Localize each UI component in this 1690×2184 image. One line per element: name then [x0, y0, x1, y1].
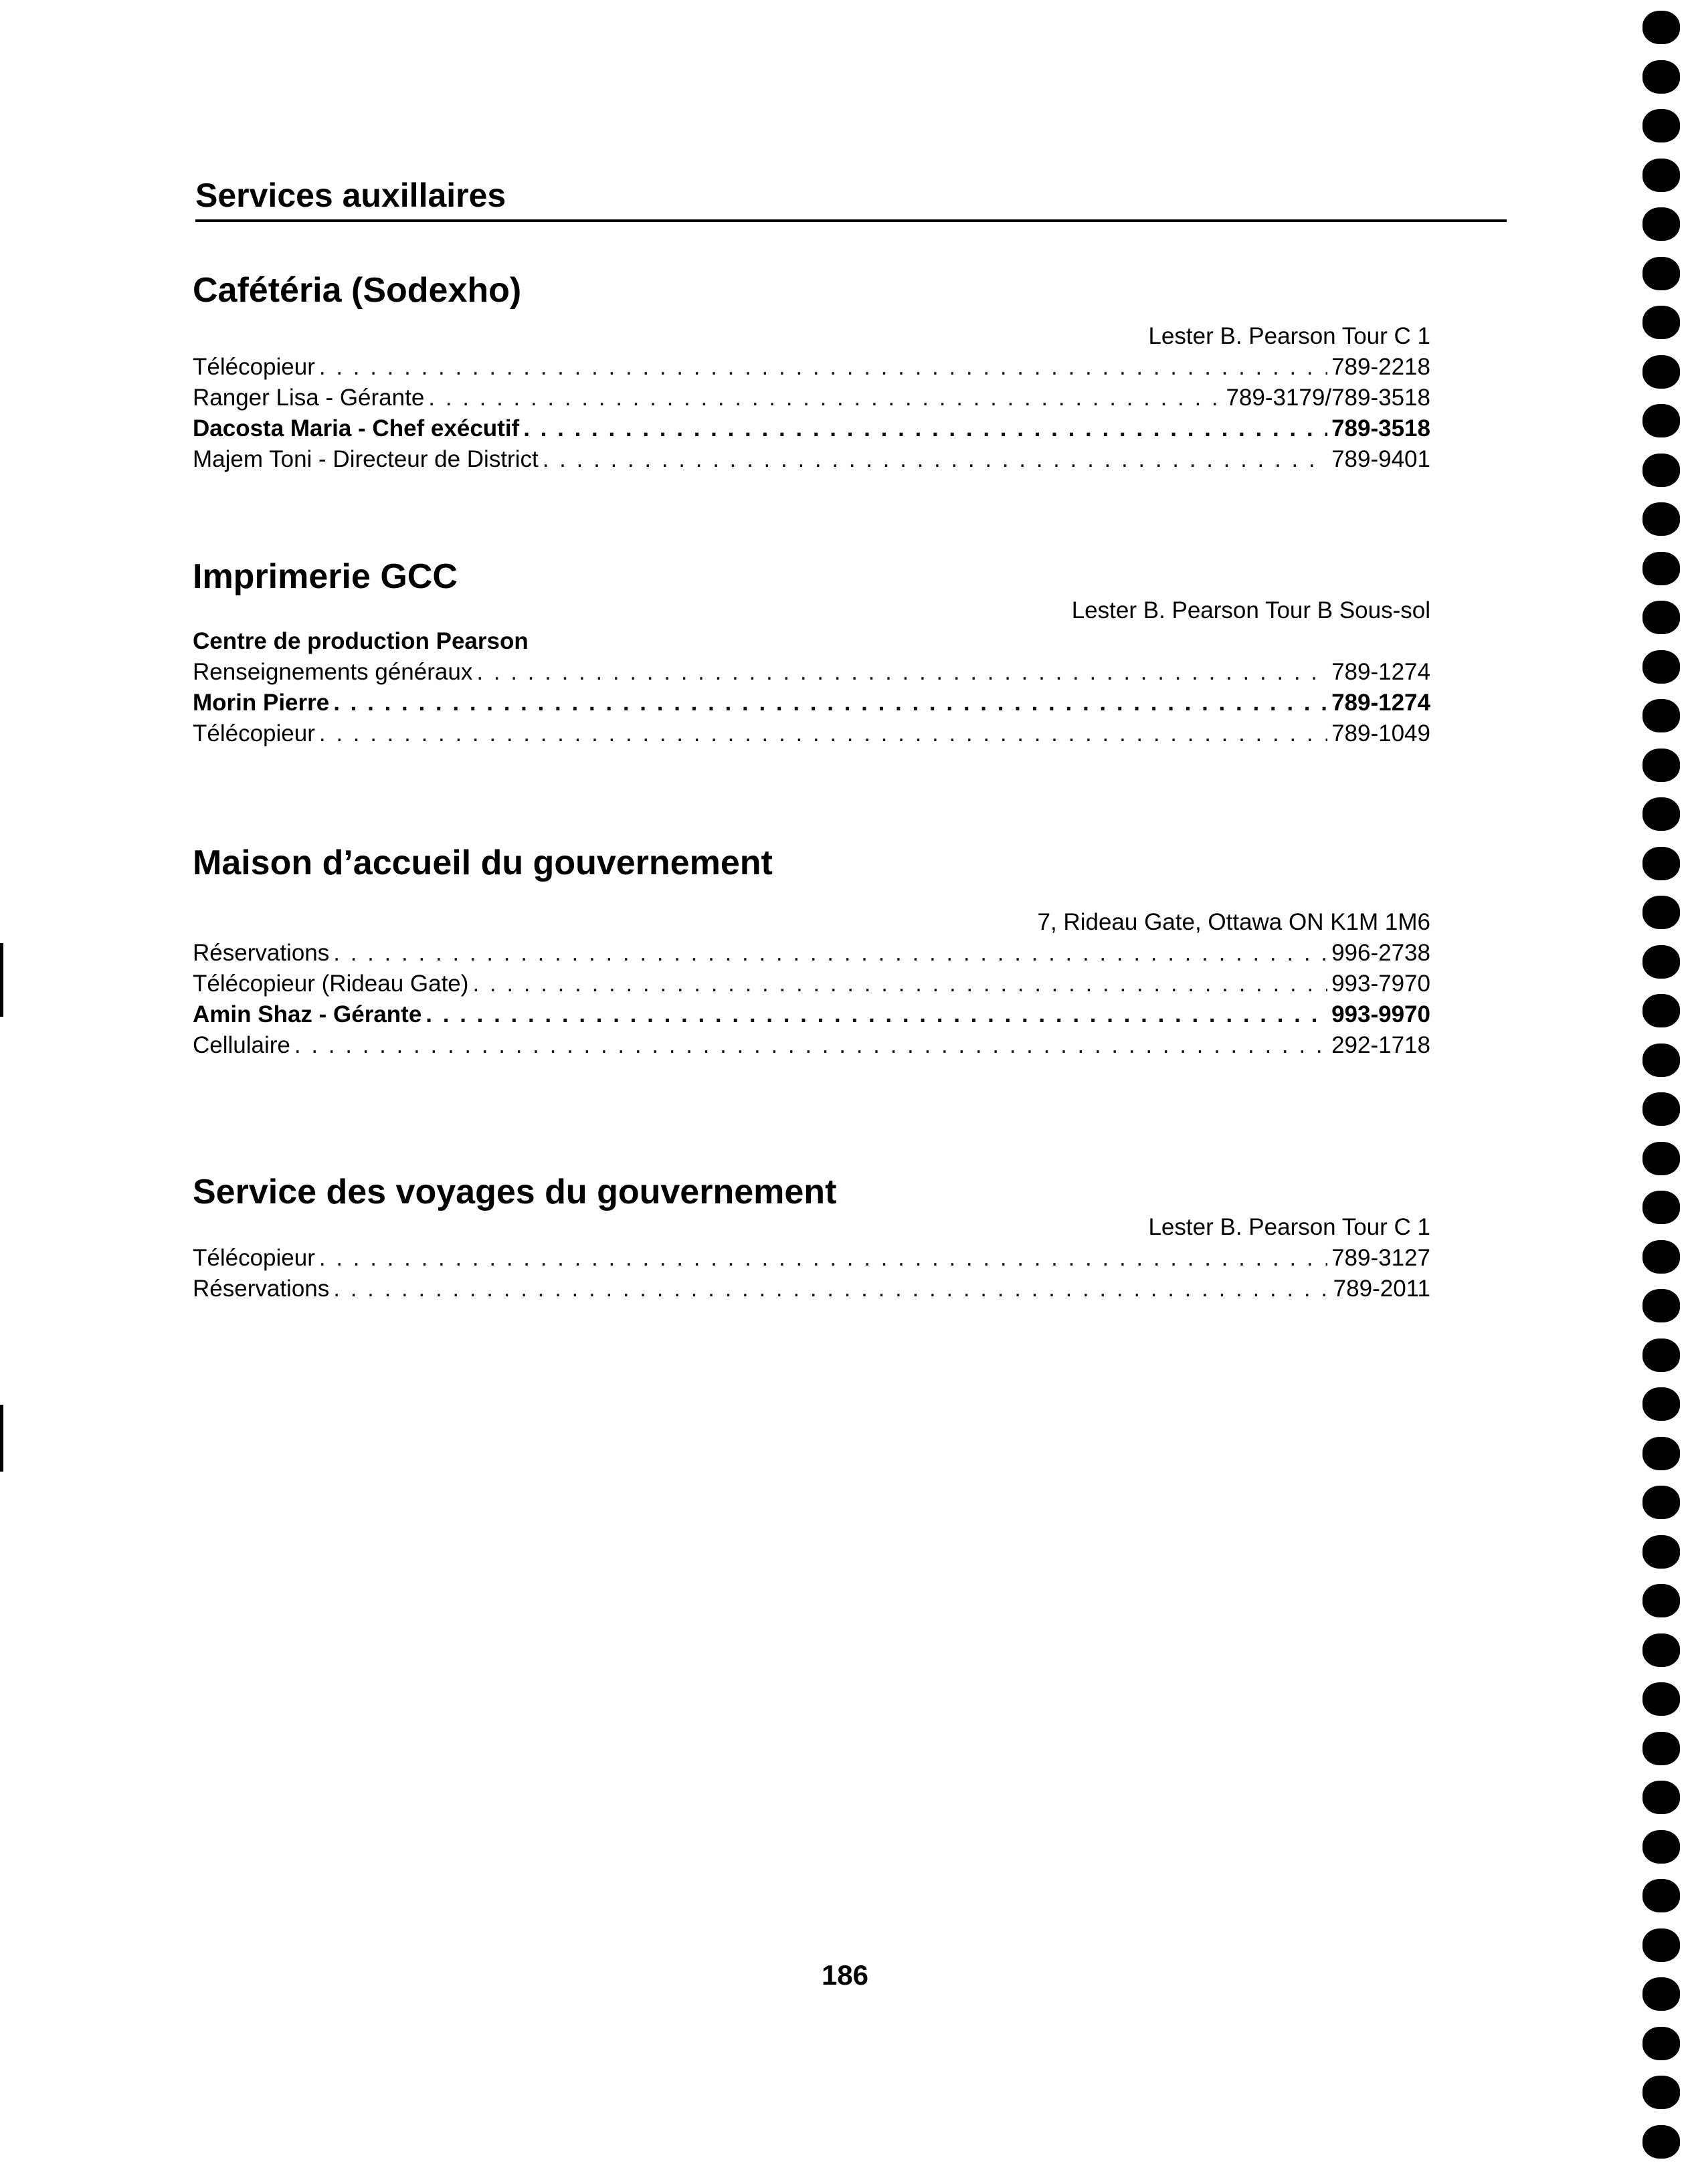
entry-label: Morin Pierre [193, 690, 330, 716]
directory-row [193, 352, 1430, 383]
binding-hole [1642, 1191, 1680, 1224]
binding-hole [1642, 1535, 1680, 1569]
section-location: Lester B. Pearson Tour B Sous-sol [1071, 597, 1430, 623]
section-location: 7, Rideau Gate, Ottawa ON K1M 1M6 [1037, 909, 1430, 935]
binding-hole [1642, 1240, 1680, 1274]
scan-margin-mark [0, 943, 3, 1017]
leader-dots [319, 352, 1327, 383]
entry-phone: 996-2738 [1331, 940, 1430, 966]
binding-hole [1642, 797, 1680, 831]
section-imprimerie [193, 555, 1430, 749]
leader-dots [426, 999, 1327, 1030]
directory-list [193, 657, 1430, 749]
directory-row [193, 1274, 1430, 1304]
entry-phone: 789-1274 [1331, 690, 1430, 716]
binding-hole [1642, 1289, 1680, 1322]
binding-hole [1642, 699, 1680, 732]
binding-hole [1642, 2125, 1680, 2159]
entry-label: Renseignements généraux [193, 659, 473, 685]
binding-hole [1642, 109, 1680, 142]
binding-hole [1642, 1486, 1680, 1519]
entry-label: Télécopieur (Rideau Gate) [193, 971, 469, 997]
entry-phone: 993-9970 [1331, 1001, 1430, 1027]
leader-dots [472, 969, 1327, 999]
leader-dots [428, 383, 1222, 413]
entry-label: Amin Shaz - Gérante [193, 1001, 422, 1027]
scan-margin-mark [0, 1405, 3, 1472]
binding-hole [1642, 355, 1680, 389]
entry-phone: 789-1274 [1331, 659, 1430, 685]
section-title: Imprimerie GCC [193, 557, 458, 596]
binding-hole [1642, 1633, 1680, 1667]
leader-dots [523, 413, 1327, 444]
directory-row [193, 657, 1430, 688]
binding-hole [1642, 1732, 1680, 1765]
leader-dots [333, 938, 1327, 969]
entry-label: Majem Toni - Directeur de District [193, 446, 539, 472]
binding-hole [1642, 749, 1680, 782]
leader-dots [543, 444, 1327, 475]
directory-list [193, 1243, 1430, 1304]
leader-dots [319, 718, 1327, 749]
section-subheading: Centre de production Pearson [193, 628, 529, 654]
leader-dots [319, 1243, 1327, 1274]
binding-hole [1642, 650, 1680, 684]
entry-phone: 789-3518 [1331, 415, 1430, 441]
entry-phone: 789-2218 [1331, 354, 1430, 380]
section-title: Maison d’accueil du gouvernement [193, 843, 773, 882]
directory-row [193, 999, 1430, 1030]
directory-row [193, 718, 1430, 749]
binding-hole [1642, 1928, 1680, 1962]
binding-hole [1642, 207, 1680, 241]
binding-hole [1642, 945, 1680, 979]
page-number: 186 [821, 1959, 869, 1991]
leader-dots [333, 688, 1327, 718]
binding-hole [1642, 1338, 1680, 1372]
binding-hole [1642, 1781, 1680, 1814]
section-service-voyages [193, 1171, 1430, 1304]
section-title: Service des voyages du gouvernement [193, 1173, 837, 1211]
binding-hole [1642, 1092, 1680, 1126]
section-maison-accueil [193, 841, 1430, 1061]
directory-list [193, 938, 1430, 1061]
directory-list [193, 352, 1430, 475]
leader-dots [476, 657, 1327, 688]
entry-phone: 789-9401 [1331, 446, 1430, 472]
binding-hole [1642, 502, 1680, 536]
entry-phone: 292-1718 [1331, 1032, 1430, 1058]
entry-label: Ranger Lisa - Gérante [193, 385, 425, 411]
binding-hole [1642, 1437, 1680, 1470]
binding-hole [1642, 1830, 1680, 1864]
page-heading: Services auxillaires [195, 177, 506, 214]
directory-row [193, 413, 1430, 444]
entry-label: Télécopieur [193, 720, 315, 747]
binding-hole [1642, 60, 1680, 94]
directory-row [193, 938, 1430, 969]
directory-row [193, 383, 1430, 413]
entry-label: Télécopieur [193, 1245, 315, 1271]
directory-row [193, 444, 1430, 475]
section-title: Cafétéria (Sodexho) [193, 271, 522, 310]
entry-phone: 993-7970 [1331, 971, 1430, 997]
binding-hole [1642, 306, 1680, 339]
binding-hole [1642, 847, 1680, 880]
binding-hole [1642, 601, 1680, 634]
binding-hole [1642, 1387, 1680, 1421]
binding-hole [1642, 994, 1680, 1027]
directory-row [193, 1030, 1430, 1061]
spiral-binding [1642, 0, 1683, 2184]
binding-hole [1642, 896, 1680, 929]
entry-label: Réservations [193, 1276, 330, 1302]
binding-hole [1642, 1142, 1680, 1175]
directory-row [193, 1243, 1430, 1274]
binding-hole [1642, 1879, 1680, 1912]
entry-label: Cellulaire [193, 1032, 290, 1058]
directory-row [193, 688, 1430, 718]
entry-phone: 789-3127 [1331, 1245, 1430, 1271]
binding-hole [1642, 552, 1680, 585]
leader-dots [294, 1030, 1327, 1061]
binding-hole [1642, 1044, 1680, 1077]
binding-hole [1642, 404, 1680, 437]
binding-hole [1642, 2076, 1680, 2109]
entry-label: Dacosta Maria - Chef exécutif [193, 415, 520, 441]
entry-label: Télécopieur [193, 354, 315, 380]
binding-hole [1642, 1584, 1680, 1617]
binding-hole [1642, 159, 1680, 192]
binding-hole [1642, 1977, 1680, 2011]
entry-phone: 789-2011 [1333, 1276, 1430, 1302]
leader-dots [333, 1274, 1329, 1304]
section-location: Lester B. Pearson Tour C 1 [1148, 323, 1430, 349]
binding-hole [1642, 1682, 1680, 1716]
binding-hole [1642, 11, 1680, 44]
section-cafeteria [193, 269, 1430, 475]
directory-row [193, 969, 1430, 999]
binding-hole [1642, 257, 1680, 290]
entry-label: Réservations [193, 940, 330, 966]
entry-phone: 789-3179/789-3518 [1226, 385, 1430, 411]
binding-hole [1642, 454, 1680, 487]
entry-phone: 789-1049 [1331, 720, 1430, 747]
binding-hole [1642, 2027, 1680, 2060]
section-location: Lester B. Pearson Tour C 1 [1148, 1214, 1430, 1240]
heading-rule [195, 219, 1507, 222]
